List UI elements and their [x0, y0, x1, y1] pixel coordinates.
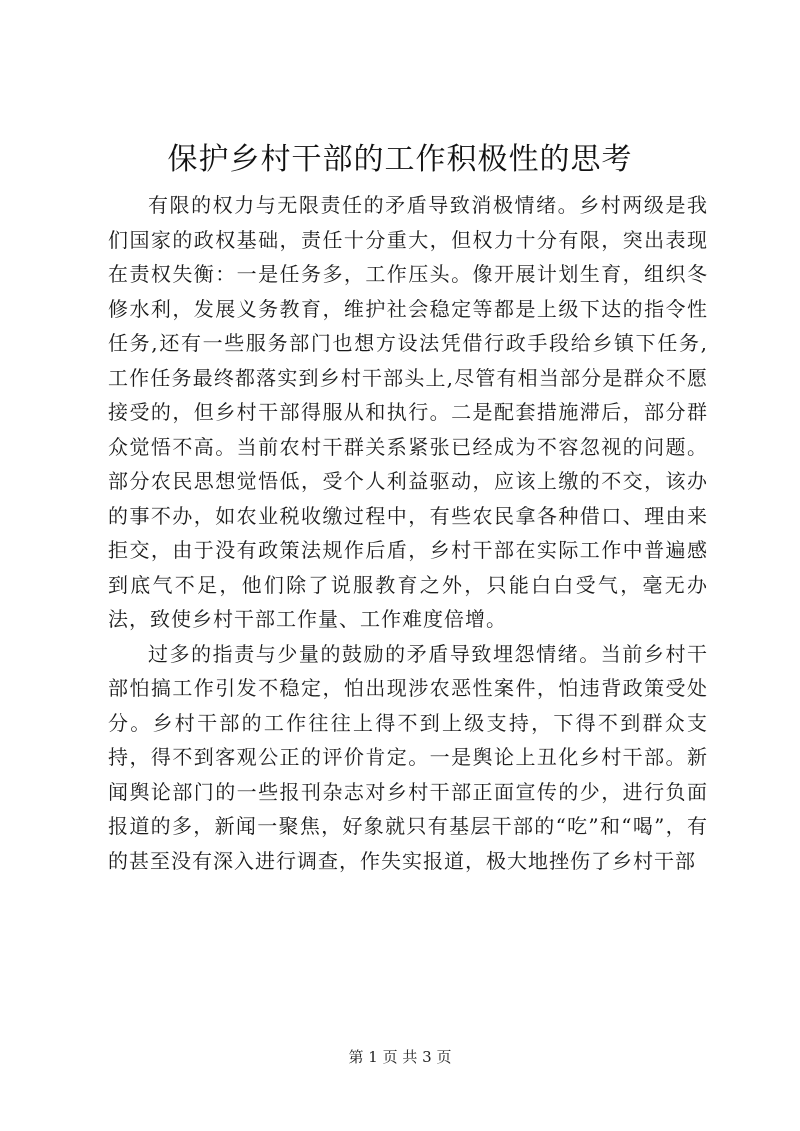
paragraph-1: 有限的权力与无限责任的矛盾导致消极情绪。乡村两级是我们国家的政权基础，责任十分重大，但权力十分有限，突出表现在责权失衡：一是任务多，工作压头。像开展计划生育，组织冬修水利，发展义务教育，维护社会稳定等都是上级下达的指令性任务,还有一些服务部门也想方设法凭借行政手段给乡镇下任务,工作任务最终都落实到乡村干部头上,尽管有相当部分是群众不愿接受的，但乡村干部得服从和执行。二是配套措施滞后，部分群众觉悟不高。当前农村干群关系紧张已经成为不容忽视的问题。部分农民思想觉悟低，受个人利益驱动，应该上缴的不交，该办的事不办，如农业税收缴过程中，有些农民拿各种借口、理由来拒交，由于没有政策法规作后盾，乡村干部在实际工作中普遍感到底气不足，他们除了说服教育之外，只能白白受气，毫无办法，致使乡村干部工作量、工作难度倍增。: [108, 193, 708, 631]
paragraph-2: 过多的指责与少量的鼓励的矛盾导致埋怨情绪。当前乡村干部怕搞工作引发不稳定，怕出现涉农恶性案件，怕违背政策受处分。乡村干部的工作往往上得不到上级支持，下得不到群众支持，得不到客观公正的评价肯定。一是舆论上丑化乡村干部。新闻舆论部门的一些报刊杂志对乡村干部正面宣传的少，进行负面报道的多，新闻一聚焦，好象就只有基层干部的“吃”和“喝”，有的甚至没有深入进行调查，作失实报道，极大地挫伤了乡村干部: [108, 641, 708, 873]
document-title: 保护乡村干部的工作积极性的思考: [167, 142, 633, 177]
document-body: [108, 188, 708, 878]
page-footer: 第 1 页 共 3 页: [348, 1048, 452, 1066]
